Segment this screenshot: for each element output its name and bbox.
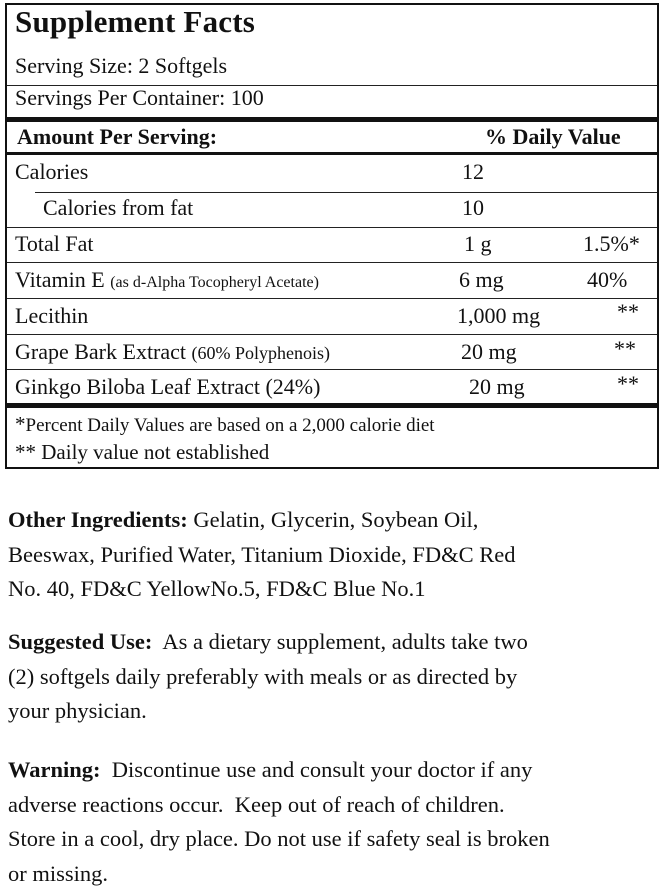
warning-line-3: Store in a cool, dry place. Do not use if safety seal is broken xyxy=(8,822,663,857)
row-vitamin-e-qualifier: (as d-Alpha Tocopheryl Acetate) xyxy=(110,274,319,291)
row-total-fat-amount: 1 g xyxy=(464,231,492,257)
thick-divider xyxy=(7,117,657,122)
other-ingredients-label: Other Ingredients: xyxy=(8,507,188,532)
row-grape-bark-dv: ** xyxy=(614,336,636,362)
row-vitamin-e-label: Vitamin E xyxy=(15,267,110,292)
supplement-facts-panel xyxy=(5,3,659,469)
divider xyxy=(35,192,657,193)
divider xyxy=(7,227,657,228)
other-ingredients-line-3: No. 40, FD&C YellowNo.5, FD&C Blue No.1 xyxy=(8,572,663,607)
row-grape-bark-amount: 20 mg xyxy=(461,339,517,365)
row-grape-bark-label: Grape Bark Extract xyxy=(15,339,192,364)
row-calories-from-fat-amount: 10 xyxy=(462,195,484,221)
warning-line-1 xyxy=(8,753,663,788)
other-ingredients-line-2: Beeswax, Purified Water, Titanium Dioxide, FD&C Red xyxy=(8,538,663,573)
row-lecithin-dv: ** xyxy=(617,299,639,325)
facts-title: Supplement Facts xyxy=(15,4,255,40)
header-daily-value: % Daily Value xyxy=(485,124,621,150)
row-calories-name: Calories xyxy=(15,159,88,185)
warning-line-4: or missing. xyxy=(8,857,663,891)
row-vitamin-e-dv: 40% xyxy=(587,267,627,293)
footnote-daily-values-text: Percent Daily Values are based on a 2,000 calorie diet xyxy=(26,415,435,436)
other-ingredients-text-1: Gelatin, Glycerin, Soybean Oil, xyxy=(188,507,479,532)
divider xyxy=(7,334,657,335)
row-total-fat-name: Total Fat xyxy=(15,231,94,257)
row-lecithin-amount: 1,000 mg xyxy=(457,303,540,329)
suggested-use-label: Suggested Use: xyxy=(8,629,152,654)
warning-line-2: adverse reactions occur. Keep out of reach of children. xyxy=(8,788,663,823)
footnote-star: * xyxy=(15,412,26,436)
row-grape-bark-qualifier: (60% Polyphenois) xyxy=(192,343,331,363)
divider xyxy=(7,298,657,299)
divider xyxy=(7,152,657,155)
warning-label: Warning: xyxy=(8,757,101,782)
row-lecithin-name: Lecithin xyxy=(15,303,88,329)
divider xyxy=(7,262,657,263)
row-ginkgo-name: Ginkgo Biloba Leaf Extract (24%) xyxy=(15,374,320,400)
serving-size: Serving Size: 2 Softgels xyxy=(15,53,227,79)
suggested-use-line-2: (2) softgels daily preferably with meals or as directed by xyxy=(8,660,663,695)
row-vitamin-e-name xyxy=(15,267,319,293)
warning xyxy=(8,753,663,891)
row-total-fat-dv: 1.5%* xyxy=(583,231,640,257)
thick-divider xyxy=(7,403,657,408)
suggested-use-line-1 xyxy=(8,625,663,660)
row-grape-bark-name xyxy=(15,339,330,365)
footnote-not-established: ** Daily value not established xyxy=(15,440,269,465)
other-ingredients-line-1 xyxy=(8,503,663,538)
row-ginkgo-amount: 20 mg xyxy=(469,374,525,400)
row-vitamin-e-amount: 6 mg xyxy=(459,267,504,293)
warning-text-1: Discontinue use and consult your doctor if any xyxy=(101,757,533,782)
suggested-use xyxy=(8,625,663,729)
row-ginkgo-dv: ** xyxy=(617,371,639,397)
servings-per-container: Servings Per Container: 100 xyxy=(15,85,264,111)
suggested-use-text-1: As a dietary supplement, adults take two xyxy=(152,629,528,654)
other-ingredients xyxy=(8,503,663,607)
divider xyxy=(7,369,657,370)
row-calories-from-fat-name: Calories from fat xyxy=(43,195,193,221)
header-amount-per-serving: Amount Per Serving: xyxy=(17,124,217,150)
footnote-daily-values xyxy=(15,412,435,437)
row-calories-amount: 12 xyxy=(462,159,484,185)
suggested-use-line-3: your physician. xyxy=(8,694,663,729)
